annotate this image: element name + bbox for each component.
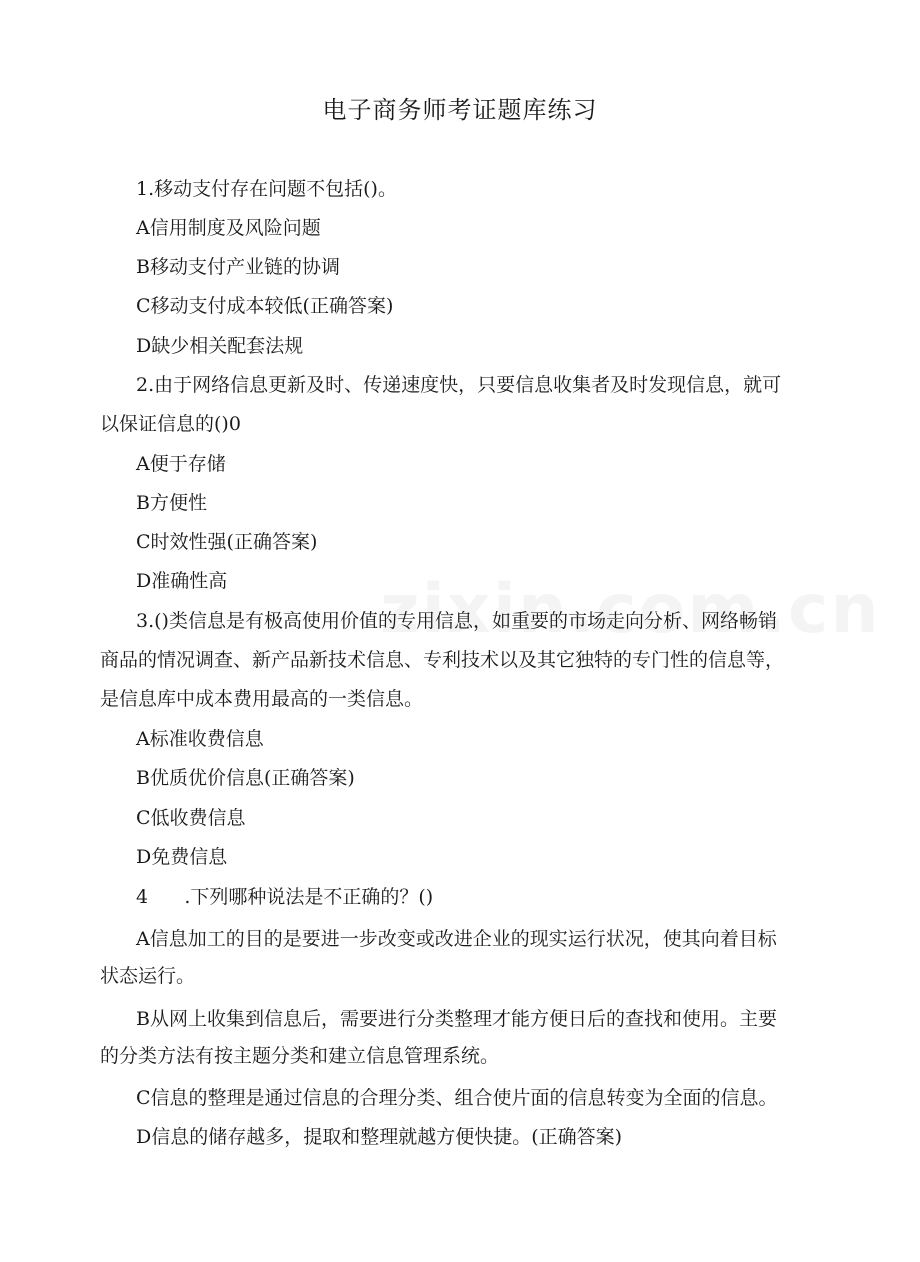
question-4-option-b-line-2: 的分类方法有按主题分类和建立信息管理系统。 [100,1045,500,1067]
question-3-stem-line-1: 3.()类信息是有极高使用价值的专用信息，如重要的市场走向分析、网络畅销 [136,610,777,632]
question-3-option-c: C低收费信息 [136,807,246,829]
question-1-stem: 1.移动支付存在问题不包括()。 [136,178,397,200]
question-1-option-d: D缺少相关配套法规 [136,335,304,357]
question-2-option-c: C时效性强(正确答案) [136,531,318,553]
question-2-stem-line-1: 2.由于网络信息更新及时、传递速度快，只要信息收集者及时发现信息，就可 [136,374,782,396]
question-4-stem: 4 .下列哪种说法是不正确的？() [136,886,434,908]
document-title: 电子商务师考证题库练习 [322,96,598,124]
question-4-option-b-line-1: B从网上收集到信息后，需要进行分类整理才能方便日后的查找和使用。主要 [136,1008,777,1030]
question-1-option-b: B移动支付产业链的协调 [136,256,340,278]
question-1-option-c: C移动支付成本较低(正确答案) [136,295,394,317]
question-3-stem-line-3: 是信息库中成本费用最高的一类信息。 [100,688,424,710]
question-3-option-b: B优质优价信息(正确答案) [136,767,355,789]
question-3-stem-line-2: 商品的情况调查、新产品新技术信息、专利技术以及其它独特的专门性的信息等， [100,649,785,671]
question-2-option-a: A便于存储 [136,453,226,475]
question-2-option-d: D准确性高 [136,570,228,592]
question-4-option-a-line-1: A信息加工的目的是要进一步改变或改进企业的现实运行状况，使其向着目标 [136,928,777,950]
question-2-option-b: B方便性 [136,492,207,514]
question-1-option-a: A信用制度及风险问题 [136,217,321,239]
question-4-option-a-line-2: 状态运行。 [100,965,196,987]
question-4-option-c: C信息的整理是通过信息的合理分类、组合使片面的信息转变为全面的信息。 [136,1087,778,1109]
question-3-option-d: D免费信息 [136,846,228,868]
question-3-option-a: A标准收费信息 [136,728,264,750]
question-2-stem-line-2: 以保证信息的()0 [100,413,241,435]
question-4-option-d: D信息的储存越多，提取和整理就越方便快捷。(正确答案) [136,1126,623,1148]
